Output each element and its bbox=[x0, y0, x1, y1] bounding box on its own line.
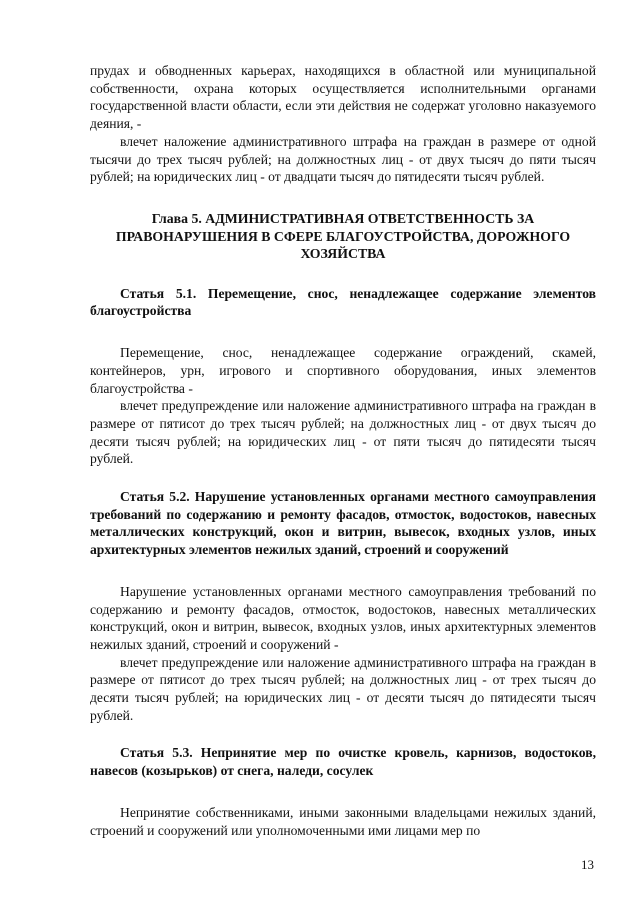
article-5-1-heading: Статья 5.1. Перемещение, снос, ненадлежащее содержание элементов благоустройства bbox=[90, 285, 596, 319]
article-5-2-heading: Статья 5.2. Нарушение установленных органами местного самоуправления требований по содержанию и ремонту фасадов, отмосток, водостоков, навесных металлических конструкций, окон и витрин, вывесок, входных узлов, иных архитектурных элементов нежилых зданий, строений и сооружений bbox=[90, 489, 596, 558]
article-5-2-paragraph-1: Нарушение установленных органами местного самоуправления требований по содержанию и ремонту фасадов, отмосток, водостоков, навесных металлических конструкций, окон и витрин, вывесок, входных узлов, иных архитектурных элементов нежилых зданий, строений и сооружений - bbox=[90, 583, 596, 652]
article-5-3-paragraph-1: Непринятие собственниками, иными законными владельцами нежилых зданий, строений и сооружений или уполномоченными ими лицами мер по bbox=[90, 804, 596, 838]
article-5-2-paragraph-2: влечет предупреждение или наложение административного штрафа на граждан в размере от пятисот до трех тысяч рублей; на должностных лиц - от трех тысяч до десяти тысяч рублей; на юридических лиц - от десяти тысяч до пятидесяти тысяч рублей. bbox=[90, 654, 596, 723]
document-page bbox=[90, 62, 596, 839]
intro-paragraph-2: влечет наложение административного штрафа на граждан в размере от одной тысячи до трех тысяч рублей; на должностных лиц - от двух тысяч до пяти тысяч рублей; на юридических лиц - от двадцати тысяч до пятидесяти тысяч рублей. bbox=[90, 133, 596, 185]
intro-paragraph-1: прудах и обводненных карьерах, находящихся в областной или муниципальной собственности, охрана которых осуществляется исполнительными органами государственной власти области, если эти действия не содержат уголовно наказуемого деяния, - bbox=[90, 63, 596, 132]
page-number: 13 bbox=[581, 857, 594, 872]
article-5-3-heading: Статья 5.3. Непринятие мер по очистке кровель, карнизов, водостоков, навесов (козырьков) от снега, наледи, сосулек bbox=[90, 745, 596, 779]
chapter-title: Глава 5. АДМИНИСТРАТИВНАЯ ОТВЕТСТВЕННОСТЬ ЗА ПРАВОНАРУШЕНИЯ В СФЕРЕ БЛАГОУСТРОЙСТВА, ДОРОЖНОГО ХОЗЯЙСТВА bbox=[115, 210, 571, 262]
article-5-1-paragraph-1: Перемещение, снос, ненадлежащее содержание ограждений, скамей, контейнеров, урн, игрового и спортивного оборудования, иных элементов благоустройства - bbox=[90, 345, 596, 396]
article-5-1-paragraph-2: влечет предупреждение или наложение административного штрафа на граждан в размере от пятисот до трех тысяч рублей; на должностных лиц - от двух тысяч до десяти тысяч рублей; на юридических лиц - от пяти тысяч до пятидесяти тысяч рублей. bbox=[90, 398, 596, 467]
